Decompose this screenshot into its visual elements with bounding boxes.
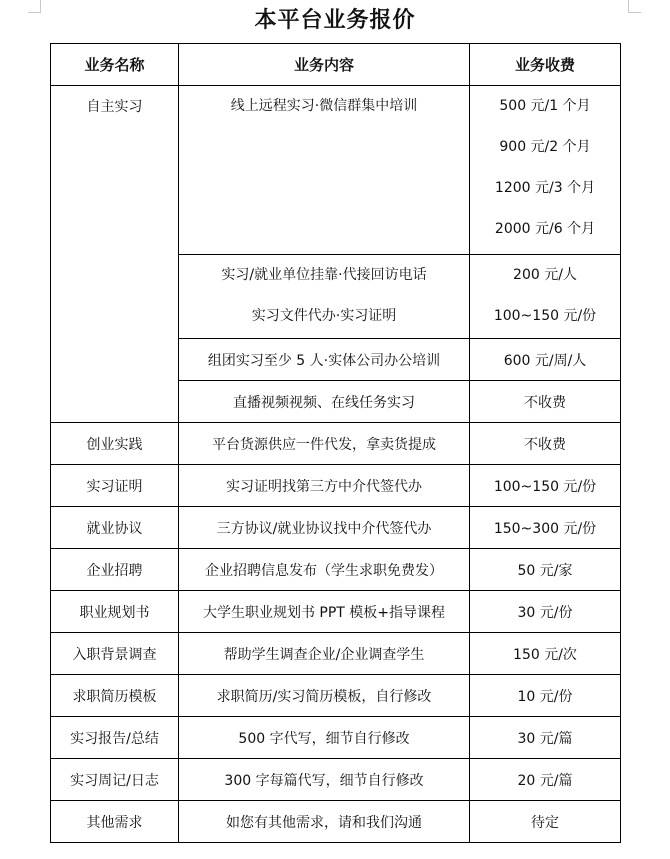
content-group-internship: 组团实习至少 5 人·实体公司办公培训 [179,339,470,381]
service-name: 就业协议 [51,507,179,549]
service-content: 三方协议/就业协议找中介代签代办 [179,507,470,549]
service-content: 求职简历/实习简历模板，自行修改 [179,675,470,717]
fee-group-internship: 600 元/周/人 [470,339,621,381]
fee-line: 500 元/1 个月 [499,98,591,114]
service-content: 大学生职业规划书 PPT 模板+指导课程 [179,591,470,633]
category-self-internship: 自主实习 [51,86,179,423]
service-content: 企业招聘信息发布（学生求职免费发） [179,549,470,591]
fee-line: 100~150 元/份 [493,308,597,324]
service-name: 实习周记/日志 [51,759,179,801]
fee-affiliation [470,255,621,339]
header-service-content: 业务内容 [179,44,470,86]
service-fee: 10 元/份 [470,675,621,717]
table-row [51,549,621,591]
table-row [51,591,621,633]
service-fee: 100~150 元/份 [470,465,621,507]
service-fee: 20 元/篇 [470,759,621,801]
service-fee: 不收费 [470,423,621,465]
table-row [51,423,621,465]
service-fee: 50 元/家 [470,549,621,591]
service-fee: 30 元/份 [470,591,621,633]
price-table [50,43,621,843]
content-online-internship: 线上远程实习·微信群集中培训 [179,86,470,255]
table-row [51,507,621,549]
fee-live-video: 不收费 [470,381,621,423]
service-fee: 150~300 元/份 [470,507,621,549]
service-name: 职业规划书 [51,591,179,633]
fee-line: 900 元/2 个月 [499,139,591,155]
fee-line: 2000 元/6 个月 [494,221,596,237]
table-row [51,675,621,717]
service-content: 平台货源供应一件代发，拿卖货提成 [179,423,470,465]
service-name: 求职简历模板 [51,675,179,717]
service-name: 创业实践 [51,423,179,465]
service-content: 如您有其他需求，请和我们沟通 [179,801,470,843]
service-name: 入职背景调查 [51,633,179,675]
service-name: 企业招聘 [51,549,179,591]
fee-line: 1200 元/3 个月 [494,180,596,196]
content-line: 实习文件代办·实习证明 [251,308,397,324]
service-name: 实习证明 [51,465,179,507]
service-name: 其他需求 [51,801,179,843]
table-row [51,633,621,675]
table-row [51,86,621,255]
service-fee: 150 元/次 [470,633,621,675]
service-name: 实习报告/总结 [51,717,179,759]
page-title: 本平台业务报价 [254,8,416,33]
service-content: 实习证明找第三方中介代签代办 [179,465,470,507]
table-row [51,801,621,843]
content-live-video: 直播视频视频、在线任务实习 [179,381,470,423]
service-content: 帮助学生调查企业/企业调查学生 [179,633,470,675]
service-content: 300 字每篇代写，细节自行修改 [179,759,470,801]
fee-line: 200 元/人 [513,267,577,283]
content-line: 实习/就业单位挂靠·代接回访电话 [221,267,427,283]
table-header-row [51,44,621,86]
service-fee: 待定 [470,801,621,843]
fee-online-internship [470,86,621,255]
table-row [51,465,621,507]
header-service-name: 业务名称 [51,44,179,86]
table-row [51,717,621,759]
service-content: 500 字代写，细节自行修改 [179,717,470,759]
content-affiliation [179,255,470,339]
table-row [51,759,621,801]
header-service-fee: 业务收费 [470,44,621,86]
service-fee: 30 元/篇 [470,717,621,759]
